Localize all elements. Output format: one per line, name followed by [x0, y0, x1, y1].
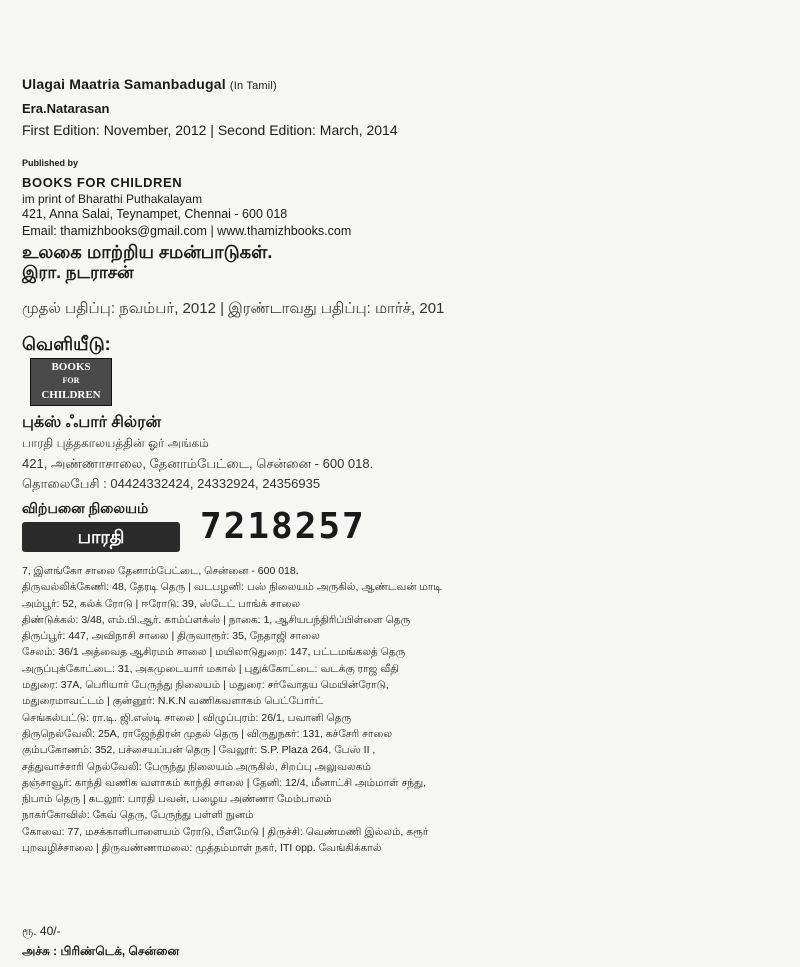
- english-title-text: Ulagai Maatria Samanbadugal: [22, 76, 226, 92]
- branch-line: தஞ்சாவூர்: காந்தி வணிக வளாகம் காந்தி சாலை | தேனி: 12/4, மீனாட்சி அம்மாள் சந்து,: [22, 776, 427, 789]
- tamil-editions: முதல் பதிப்பு: நவம்பர், 2012 | இரண்டாவது பதிப்பு: மார்ச், 201: [22, 300, 445, 317]
- branch-line: திருவல்லிக்கேணி: 48, தேரடி தெரு | வடபழனி: பஸ் நிலையம் அருகில், ஆண்டவன் மாடி: [22, 581, 442, 594]
- branch-line: சத்துவாச்சாரி நெல்வேலி: பேருந்து நிலையம் அருகில், சிறப்பு அலுவலகம்: [22, 760, 371, 773]
- publisher-label-ta: வெளியீடு:: [22, 334, 111, 354]
- bharathi-store-logo: பாரதி: [22, 522, 180, 552]
- price: ரூ. 40/-: [22, 924, 61, 938]
- tamil-author: இரா. நடராசன்: [22, 263, 134, 282]
- logo-line-1: BOOKS: [51, 361, 91, 373]
- logo-line-2: FOR: [62, 376, 80, 385]
- english-title: [22, 76, 277, 92]
- branch-line: செங்கல்பட்டு: ரா.டி. ஜி.எஸ்டி சாலை | விழுப்புரம்: 26/1, பவானி தெரு: [22, 711, 352, 724]
- sales-label-ta: விற்பனை நிலையம்: [22, 500, 149, 516]
- branch-line: நிபாம் தெரு | கடலூர்: பாரதி பவன், பழைய அண்ணா மேம்பாலம்: [22, 793, 332, 806]
- printer-credit: அச்சு : பிரிண்டெக், சென்னை: [22, 944, 180, 958]
- branch-line: அம்பூர்: 52, கல்க் ரோடு | ஈரோடு: 39, ஸ்டேட் பாங்க் சாலை: [22, 597, 301, 610]
- branch-line: அருப்புக்கோட்டை: 31, அகமுடையார் மகால் | புதுக்கோட்டை: வடக்கு ராஜ வீதி: [22, 662, 399, 675]
- branch-line: சேலம்: 36/1 அத்வைத ஆசிரமம் சாலை | மயிலாடுதுறை: 147, பட்டமங்கலத் தெரு: [22, 646, 406, 659]
- publisher-phone-ta: தொலைபேசி : 04424332424, 24332924, 24356935: [22, 476, 321, 491]
- branch-line: மதுரை: 37A, பெரியார் பேருந்து நிலையம் | மதுரை: சர்வோதய மெயின்ரோடு,: [22, 679, 389, 692]
- published-by-label: Published by: [22, 158, 79, 168]
- publisher-address-ta: 421, அண்ணாசாலை, தேனாம்பேட்டை, சென்னை - 600 018.: [22, 456, 374, 471]
- branch-line: மதுரைமாவட்டம் | குன்னூர்: N.K.N வணிகவளாகம் பெட்போர்ட்: [22, 695, 324, 708]
- branch-line: கோவை: 77, மசக்காளிபாளையம் ரோடு, பீளமேடு | திருச்சி: வெண்மணி இல்லம், கரூர்: [22, 825, 429, 838]
- branch-line: கும்பகோணம்: 352, பச்சையப்பன் தெரு | வேலூர்: S.P. Plaza 264, பேஸ் II ,: [22, 744, 376, 757]
- publisher-address-en: 421, Anna Salai, Teynampet, Chennai - 600 018: [22, 207, 288, 221]
- branch-line: திண்டுக்கல்: 3/48, எம்.பி.ஆர். காம்ப்ளக்ஸ் | நாகை: 1, ஆசியபந்திரிப்பிள்ளை தெரு: [22, 613, 411, 626]
- english-author: Era.Natarasan: [22, 101, 110, 116]
- tamil-title: உலகை மாற்றிய சமன்பாடுகள்.: [22, 242, 273, 262]
- branch-list: [22, 563, 782, 856]
- imprint-en: im print of Bharathi Puthakalayam: [22, 192, 203, 206]
- imprint-ta: பாரதி புத்தகாலயத்தின் ஓர் அங்கம்: [22, 436, 209, 450]
- branch-line: திருப்பூர்: 447, அவிநாசி சாலை | திருவாரூர்: 35, நேதாஜி சாலை: [22, 630, 320, 643]
- publisher-contact-en: Email: thamizhbooks@gmail.com | www.thamizhbooks.com: [22, 224, 352, 238]
- publisher-name-en: BOOKS FOR CHILDREN: [22, 175, 183, 190]
- books-for-children-logo: [30, 358, 112, 406]
- english-editions: First Edition: November, 2012 | Second Edition: March, 2014: [22, 122, 398, 138]
- sales-phone-number: 7218257: [200, 506, 366, 547]
- branch-line: புறவழிச்சாலை | திருவண்ணாமலை: முத்தம்மாள் நகர், ITI opp. வேங்கிக்கால்: [22, 842, 382, 855]
- logo-line-3: CHILDREN: [41, 389, 101, 401]
- language-tag: (In Tamil): [229, 80, 277, 92]
- branch-line: 7, இளங்கோ சாலை தேனாம்பேட்டை, சென்னை - 600 018.: [22, 565, 299, 577]
- publisher-name-ta: புக்ஸ் ஃபார் சில்ரன்: [22, 414, 161, 431]
- branch-line: திருநெல்வேலி: 25A, ராஜேந்திரன் முதல் தெரு | விருதுநகர்: 131, கச்சேரி சாலை: [22, 727, 393, 740]
- branch-line: நாகர்கோவில்: கேவ் தெரு, பேருந்து பள்ளி நுனம்: [22, 809, 254, 822]
